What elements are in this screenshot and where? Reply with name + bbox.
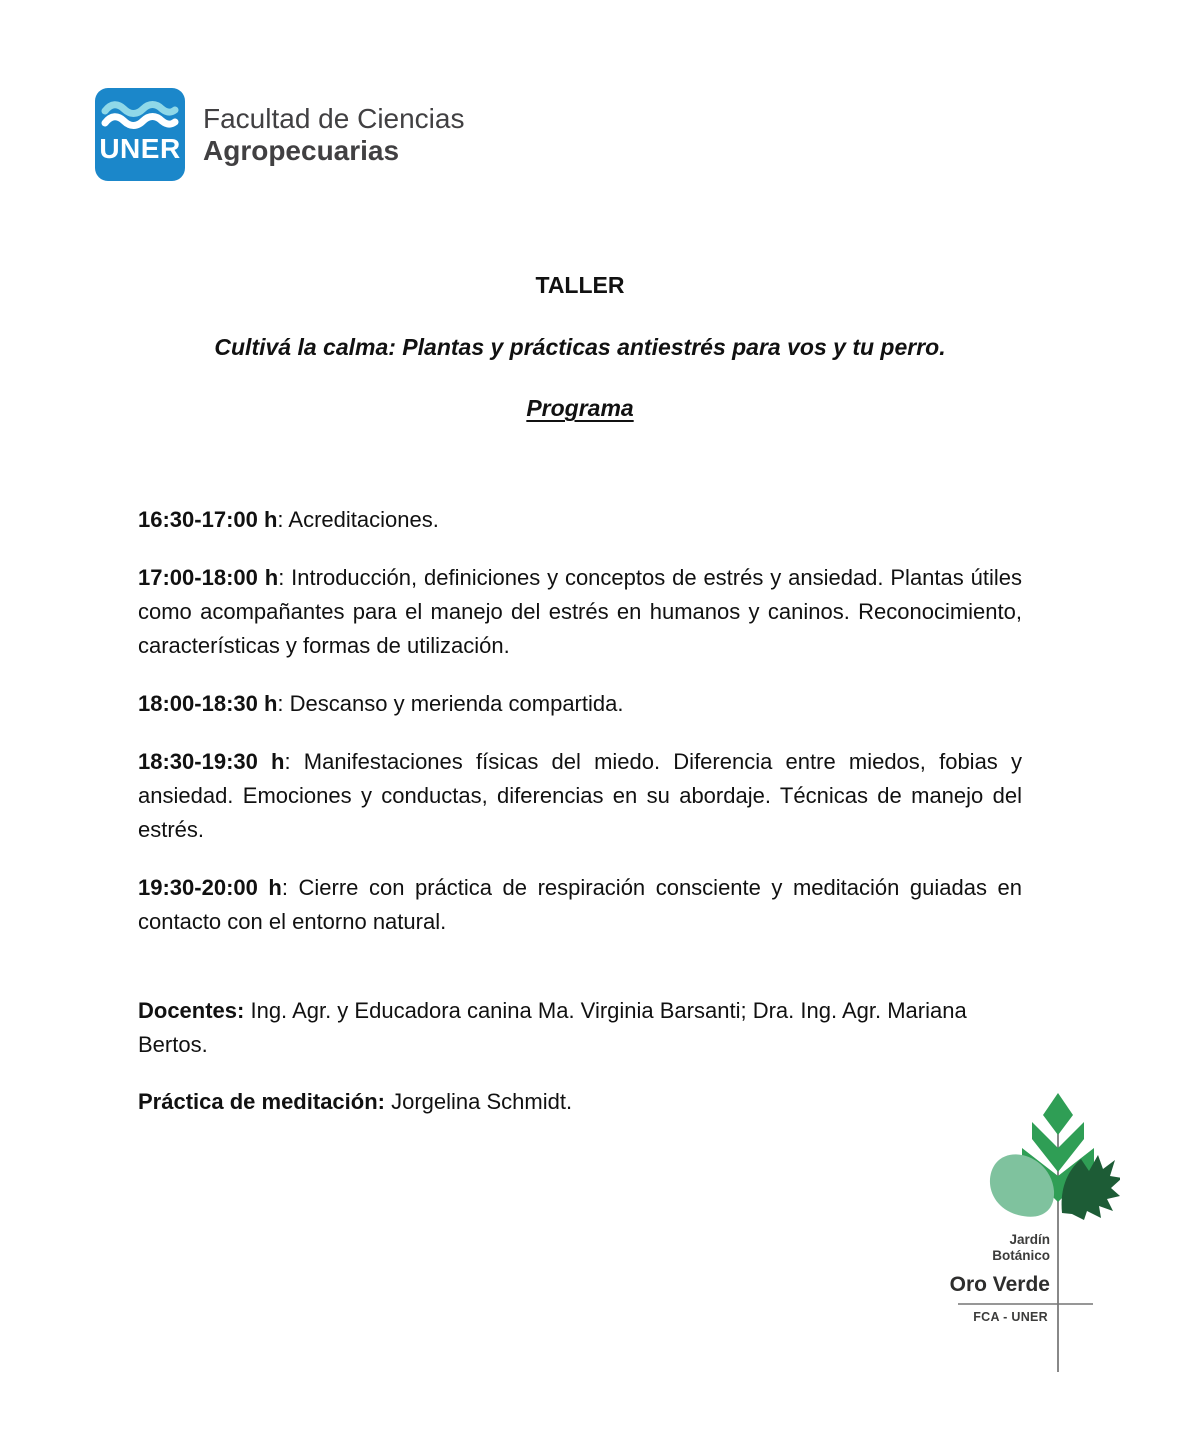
schedule-description: : Cierre con práctica de respiración consciente y meditación guiadas en contacto con el entorno natural. [138, 875, 1022, 934]
docentes-line [138, 994, 1022, 1062]
docentes-names: Ing. Agr. y Educadora canina Ma. Virginia Barsanti; Dra. Ing. Agr. Mariana Bertos. [138, 998, 967, 1057]
faculty-name-line1: Facultad de Ciencias [203, 102, 465, 134]
schedule-time: 19:30-20:00 h [138, 875, 282, 900]
fca-uner-label: FCA - UNER [973, 1310, 1048, 1324]
meditacion-label: Práctica de meditación: [138, 1089, 385, 1114]
program-content [138, 503, 1022, 1142]
schedule-description: : Acreditaciones. [277, 507, 439, 532]
schedule-item [138, 871, 1022, 939]
title-block [138, 271, 1022, 422]
workshop-subtitle: Cultivá la calma: Plantas y prácticas antiestrés para vos y tu perro. [214, 334, 946, 360]
meditacion-line [138, 1085, 1022, 1119]
uner-waves-icon [101, 99, 179, 133]
jardin-botanico-logo [950, 1088, 1120, 1383]
schedule-description: : Descanso y merienda compartida. [277, 691, 624, 716]
uner-logo [95, 88, 185, 181]
schedule-item [138, 745, 1022, 847]
uner-logo-text: UNER [99, 133, 181, 164]
schedule-description: : Introducción, definiciones y conceptos de estrés y ansiedad. Plantas útiles como acompañantes para el manejo del estrés en humanos y caninos. Reconocimiento, características y formas de utilización. [138, 565, 1022, 658]
header [95, 88, 464, 181]
schedule-description: : Manifestaciones físicas del miedo. Diferencia entre miedos, fobias y ansiedad. Emociones y conductas, diferencias en su abordaje. Técnicas de manejo del estrés. [138, 749, 1022, 842]
meditacion-name: Jorgelina Schmidt. [384, 1089, 573, 1114]
faculty-name [203, 103, 464, 167]
botanico-label: Botánico [992, 1247, 1050, 1263]
docentes-label: Docentes: [138, 998, 245, 1023]
schedule-time: 16:30-17:00 h [138, 507, 278, 532]
schedule-time: 18:30-19:30 h [138, 749, 285, 774]
schedule-item [138, 503, 1022, 537]
jardin-label: Jardín [1009, 1232, 1050, 1247]
page-title: TALLER [535, 272, 625, 298]
schedule-item [138, 561, 1022, 663]
program-heading: Programa [526, 395, 634, 421]
faculty-name-line2: Agropecuarias [203, 134, 400, 166]
oro-verde-label: Oro Verde [949, 1273, 1050, 1296]
schedule-time: 17:00-18:00 h [138, 565, 279, 590]
schedule-item [138, 687, 1022, 721]
jardin-botanico-label [992, 1232, 1050, 1263]
schedule-time: 18:00-18:30 h [138, 691, 278, 716]
